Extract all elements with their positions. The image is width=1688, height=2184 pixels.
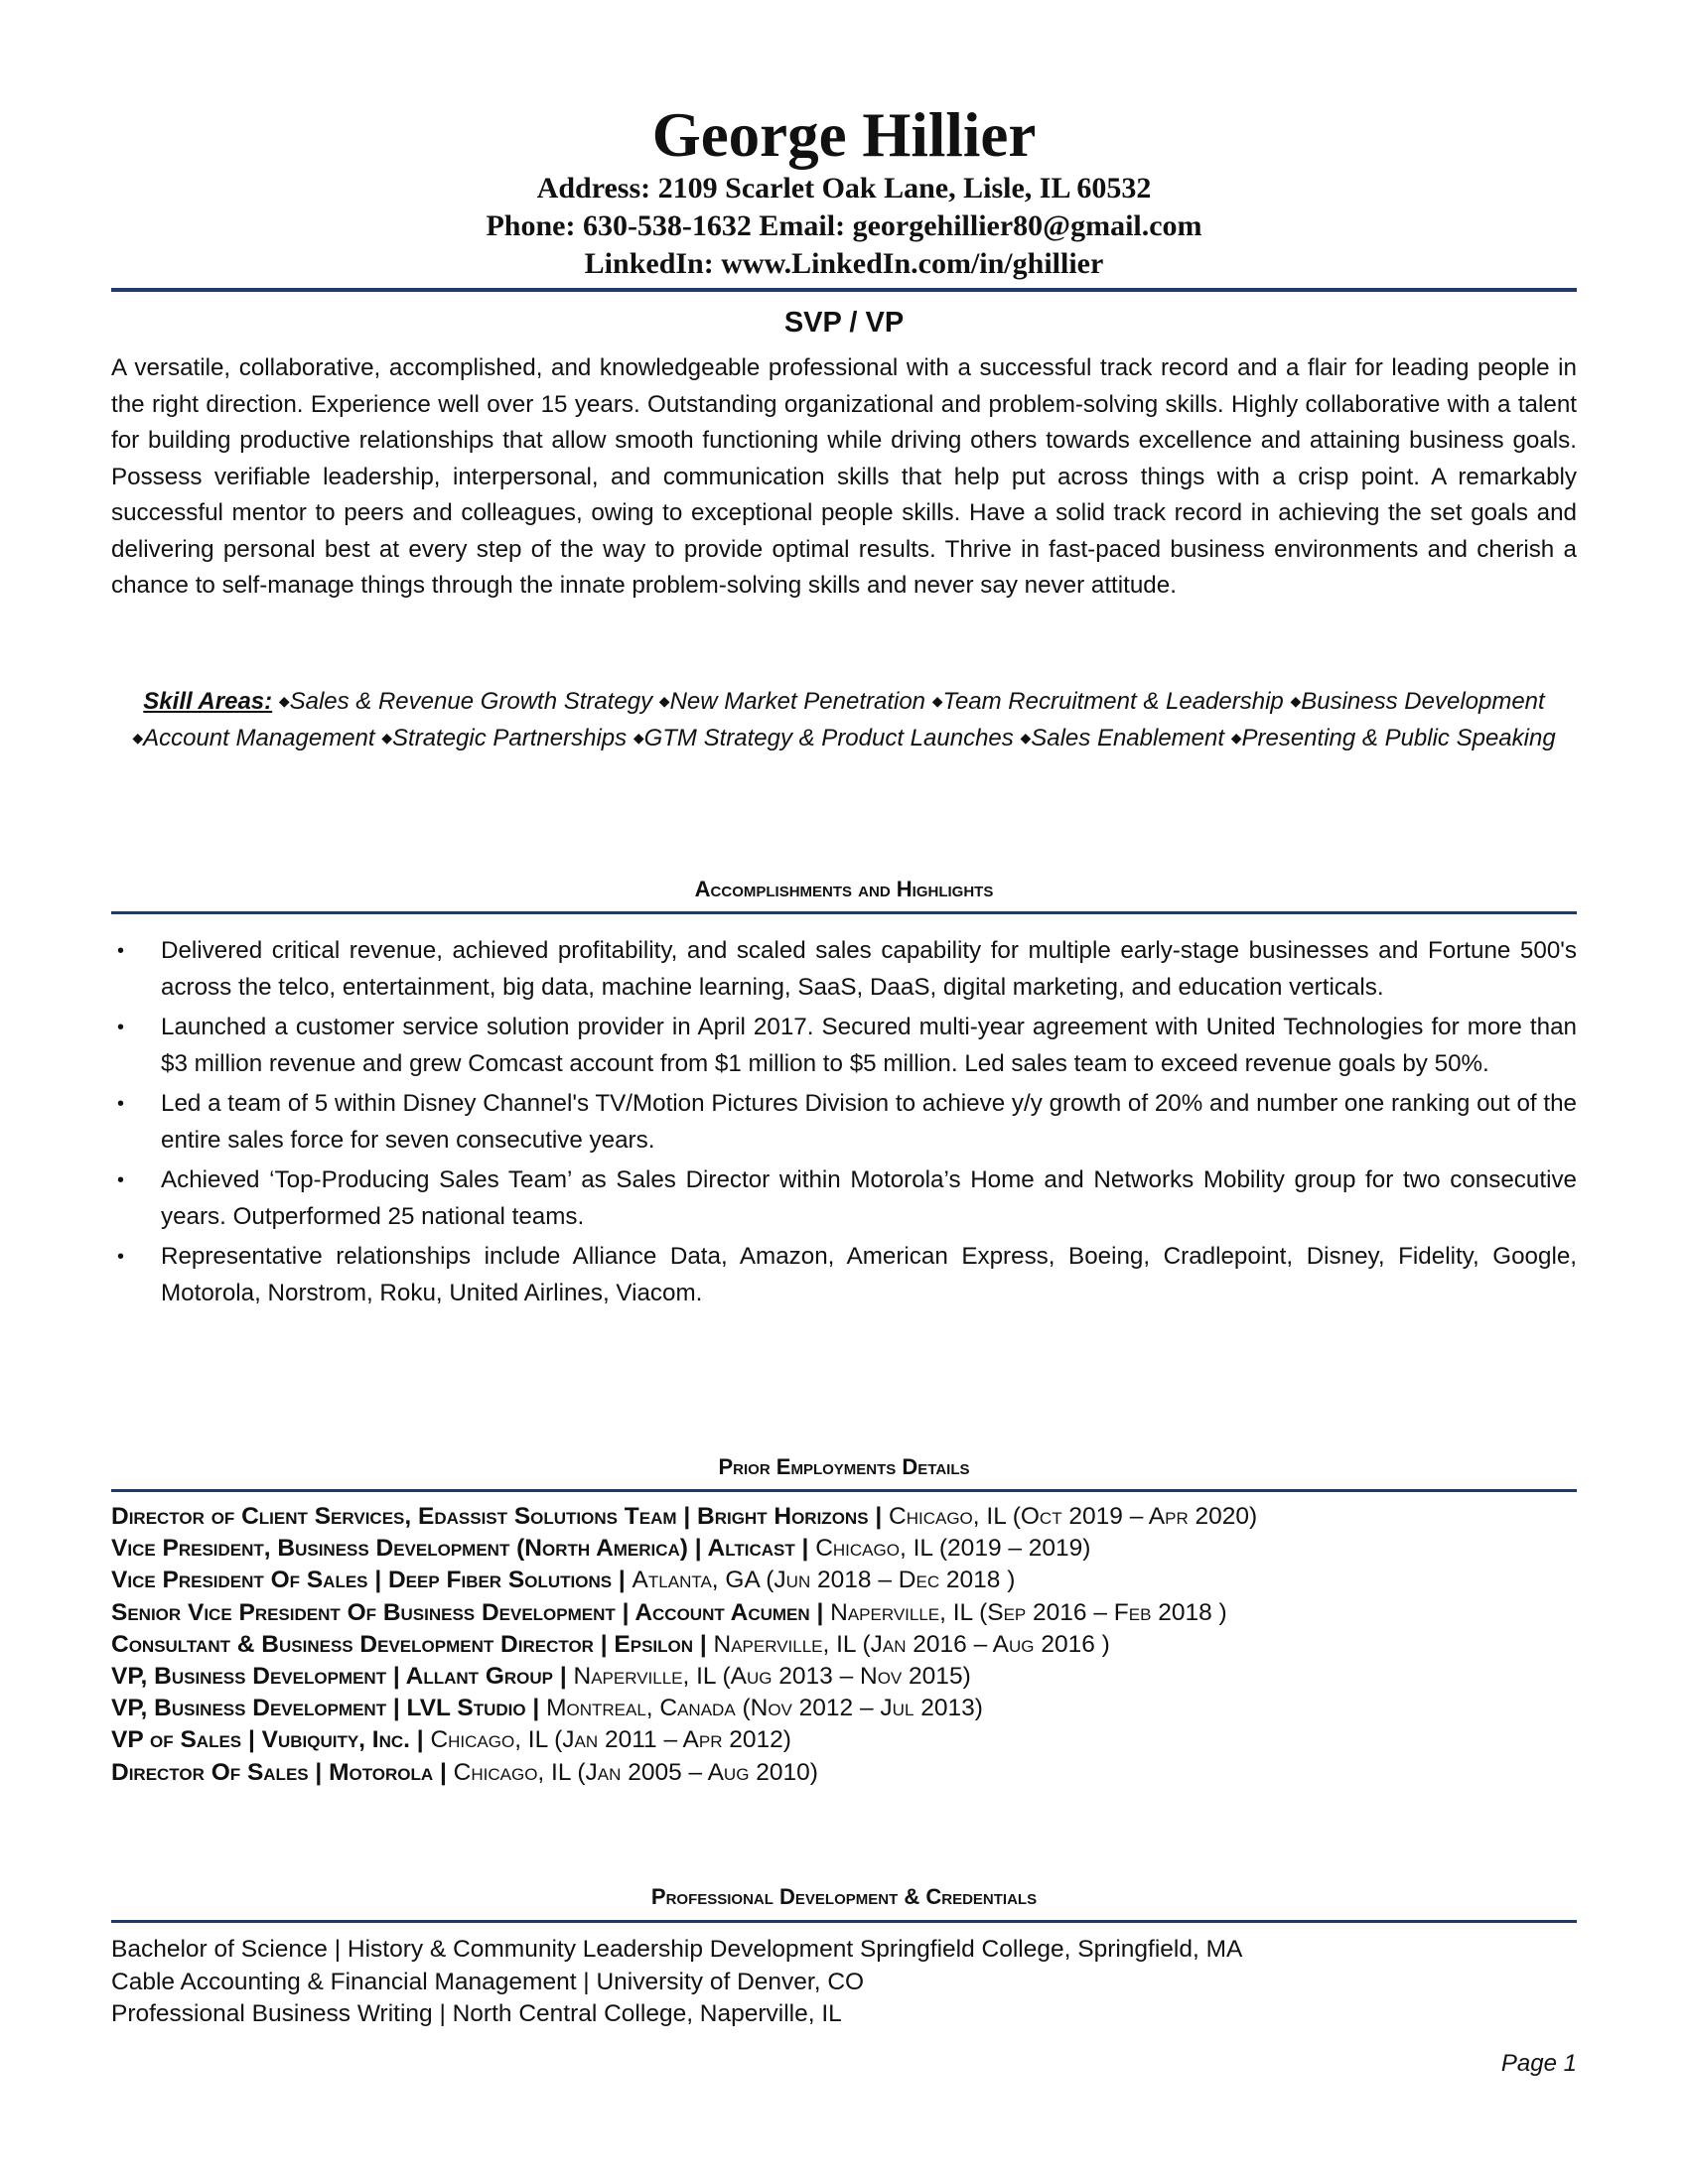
accomplishment-text: Achieved ‘Top-Producing Sales Team’ as Sales Director within Motorola’s Home and Networks Mobility group for two consecutive years. Outperformed 25 national teams. bbox=[161, 1166, 1577, 1230]
job-role: VP, Business Development | LVL Studio | bbox=[111, 1695, 540, 1722]
page-number: Page 1 bbox=[1500, 2050, 1577, 2077]
skill-item: Presenting & Public Speaking bbox=[1241, 725, 1556, 751]
accomplishments-list bbox=[111, 933, 1577, 1315]
skill-item: Sales Enablement bbox=[1031, 725, 1225, 751]
skill-item: New Market Penetration bbox=[669, 688, 926, 715]
header-divider bbox=[111, 288, 1577, 292]
skill-list bbox=[132, 688, 1555, 751]
skill-item: GTM Strategy & Product Launches bbox=[643, 725, 1014, 751]
diamond-bullet-icon: ◆ bbox=[1230, 730, 1242, 746]
skill-areas-label: Skill Areas: bbox=[143, 688, 273, 715]
job-location-dates: Naperville, IL (Aug 2013 – Nov 2015) bbox=[573, 1663, 971, 1691]
accomplishments-title: Accomplishments and Highlights bbox=[694, 877, 994, 901]
job-row bbox=[111, 1661, 1577, 1693]
credential-item: Bachelor of Science | History & Community Leadership Development Springfield College, Springfield, MA bbox=[111, 1936, 1243, 1963]
employment-divider bbox=[111, 1489, 1577, 1492]
job-location-dates: Chicago, IL (Jan 2005 – Aug 2010) bbox=[453, 1758, 818, 1786]
job-role: Director Of Sales | Motorola | bbox=[111, 1758, 447, 1786]
credential-item: Cable Accounting & Financial Management | University of Denver, CO bbox=[111, 1968, 865, 1995]
job-role: Senior Vice President Of Business Development | Account Acumen | bbox=[111, 1598, 824, 1626]
job-row bbox=[111, 1533, 1577, 1565]
job-row bbox=[111, 1757, 1577, 1789]
bullet-dot-icon: • bbox=[117, 1246, 125, 1268]
job-role: VP, Business Development | Allant Group | bbox=[111, 1663, 567, 1691]
job-row bbox=[111, 1693, 1577, 1724]
linkedin-line: LinkedIn: www.LinkedIn.com/in/ghillier bbox=[584, 247, 1104, 280]
diamond-bullet-icon: ◆ bbox=[1290, 693, 1302, 709]
bullet-dot-icon: • bbox=[117, 1093, 125, 1115]
diamond-bullet-icon: ◆ bbox=[381, 730, 393, 746]
phone-email-line: Phone: 630-538-1632 Email: georgehillier80@gmail.com bbox=[486, 209, 1202, 242]
education-divider bbox=[111, 1920, 1577, 1923]
diamond-bullet-icon: ◆ bbox=[132, 730, 144, 746]
accomplishment-text: Representative relationships include Alliance Data, Amazon, American Express, Boeing, Cradlepoint, Disney, Fidelity, Google, Motorola, Norstrom, Roku, United Airlines, Viacom. bbox=[161, 1243, 1577, 1306]
skill-item: Strategic Partnerships bbox=[392, 725, 628, 751]
job-location-dates: Chicago, IL (2019 – 2019) bbox=[815, 1535, 1091, 1563]
job-row bbox=[111, 1629, 1577, 1661]
diamond-bullet-icon: ◆ bbox=[931, 693, 943, 709]
list-item bbox=[111, 933, 1577, 1006]
skill-item: Team Recruitment & Leadership bbox=[942, 688, 1284, 715]
education-list bbox=[111, 1934, 1577, 2031]
education-title: Professional Development & Credentials bbox=[650, 1884, 1038, 1909]
professional-summary: A versatile, collaborative, accomplished, and knowledgeable professional with a successful track record and a flair for leading people in the right direction. Experience well over 15 years. Outstanding organizational and problem-solving skills. Highly collaborative with a talent for building productive relationships that allow smooth functioning while driving others towards excellence and attaining business goals. Possess verifiable leadership, interpersonal, and communication skills that help put across things with a crisp point. A remarkably successful mentor to peers and colleagues, owing to exceptional people skills. Have a solid track record in achieving the set goals and delivering personal best at every step of the way to provide optimal results. Thrive in fast-paced business environments and cherish a chance to self-manage things through the innate problem-solving skills and never say never attitude. bbox=[111, 354, 1577, 599]
skill-item: Business Development bbox=[1301, 688, 1545, 715]
list-item bbox=[111, 1162, 1577, 1235]
job-location-dates: Chicago, IL (Oct 2019 – Apr 2020) bbox=[889, 1503, 1258, 1530]
job-row bbox=[111, 1724, 1577, 1756]
job-row bbox=[111, 1565, 1577, 1596]
accomplishment-text: Led a team of 5 within Disney Channel's TV/Motion Pictures Division to achieve y/y growth of 20% and number one ranking out of the entire sales force for seven consecutive years. bbox=[161, 1090, 1577, 1154]
job-location-dates: Chicago, IL (Jan 2011 – Apr 2012) bbox=[430, 1726, 791, 1754]
diamond-bullet-icon: ◆ bbox=[633, 730, 644, 746]
diamond-bullet-icon: ◆ bbox=[658, 693, 670, 709]
list-item bbox=[111, 1239, 1577, 1311]
bullet-dot-icon: • bbox=[117, 1169, 125, 1191]
list-item bbox=[111, 1086, 1577, 1159]
job-row bbox=[111, 1501, 1577, 1533]
credential-item: Professional Business Writing | North Central College, Naperville, IL bbox=[111, 2000, 842, 2027]
skill-item: Account Management bbox=[143, 725, 375, 751]
accomplishments-divider bbox=[111, 911, 1577, 914]
bullet-dot-icon: • bbox=[117, 1017, 125, 1038]
job-role: Director of Client Services, Edassist Solutions Team | Bright Horizons | bbox=[111, 1503, 883, 1530]
job-role: Vice President Of Sales | Deep Fiber Solutions | bbox=[111, 1567, 626, 1594]
job-role: VP of Sales | Vubiquity, Inc. | bbox=[111, 1726, 424, 1754]
job-location-dates: Atlanta, GA (Jun 2018 – Dec 2018 ) bbox=[632, 1567, 1016, 1594]
diamond-bullet-icon: ◆ bbox=[278, 693, 290, 709]
skill-item: Sales & Revenue Growth Strategy bbox=[289, 688, 653, 715]
headline-title: SVP / VP bbox=[783, 307, 905, 339]
job-role: Consultant & Business Development Director | Epsilon | bbox=[111, 1630, 707, 1658]
job-location-dates: Naperville, IL (Jan 2016 – Aug 2016 ) bbox=[713, 1630, 1110, 1658]
skill-areas bbox=[111, 683, 1577, 756]
job-location-dates: Naperville, IL (Sep 2016 – Feb 2018 ) bbox=[830, 1598, 1227, 1626]
accomplishment-text: Launched a customer service solution provider in April 2017. Secured multi-year agreement with United Technologies for more than $3 million revenue and grew Comcast account from $1 million to $5 million. Led sales team to exceed revenue goals by 50%. bbox=[161, 1014, 1577, 1077]
accomplishment-text: Delivered critical revenue, achieved profitability, and scaled sales capability for multiple early-stage businesses and Fortune 500's across the telco, entertainment, big data, machine learning, SaaS, DaaS, digital marketing, and education verticals. bbox=[161, 937, 1577, 1001]
candidate-name: George Hillier bbox=[651, 100, 1037, 170]
list-item bbox=[111, 1010, 1577, 1082]
employment-list bbox=[111, 1501, 1577, 1789]
bullet-dot-icon: • bbox=[117, 940, 125, 962]
diamond-bullet-icon: ◆ bbox=[1020, 730, 1032, 746]
job-location-dates: Montreal, Canada (Nov 2012 – Jul 2013) bbox=[546, 1695, 983, 1722]
job-role: Vice President, Business Development (North America) | Alticast | bbox=[111, 1535, 809, 1563]
employment-title: Prior Employments Details bbox=[718, 1454, 970, 1479]
address-line: Address: 2109 Scarlet Oak Lane, Lisle, IL 60532 bbox=[536, 172, 1152, 205]
job-row bbox=[111, 1597, 1577, 1629]
